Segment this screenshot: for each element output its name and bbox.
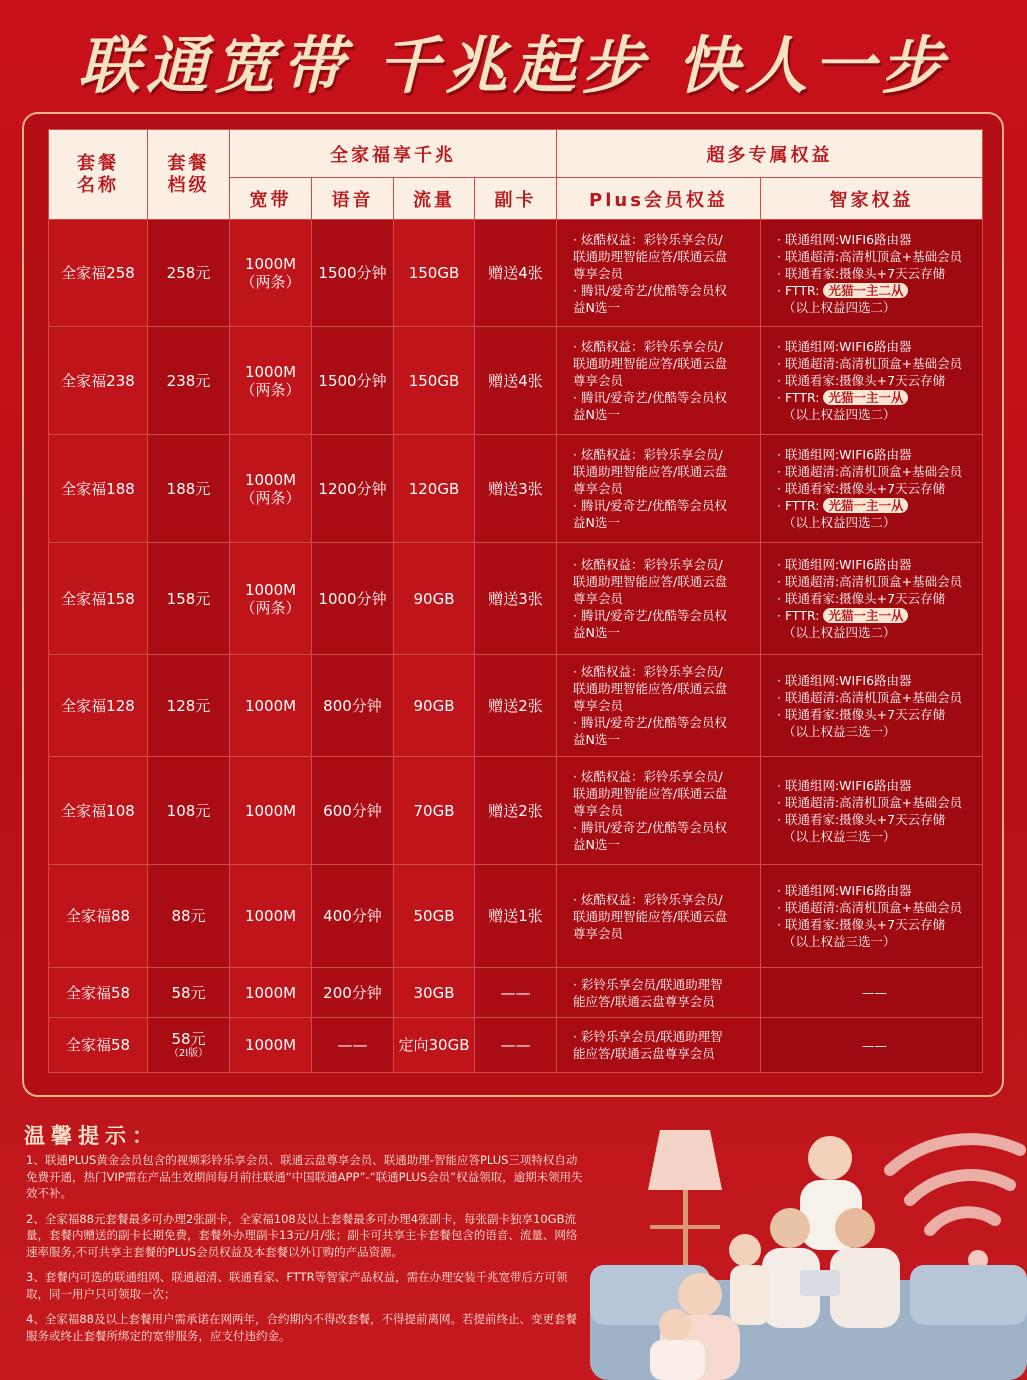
benefit-line: 联通助理智能应答/联通云盘 xyxy=(573,908,728,924)
benefit-line: 尊享会员 xyxy=(573,803,624,818)
voice-cell-value: 1500分钟 xyxy=(318,264,387,282)
fttr-highlight: 光猫一主一从 xyxy=(823,390,908,405)
plan-name-cell xyxy=(49,435,148,543)
plan-name-cell xyxy=(49,543,148,655)
data-cell xyxy=(394,865,475,968)
benefit-line: （以上权益三选一） xyxy=(783,723,896,739)
broadband-cell xyxy=(230,220,312,327)
page-title-text: 联通宽带 千兆起步 快人一步 xyxy=(77,28,950,102)
tip-item: 3、套餐内可选的联通组网、联通超清、联通看家、FTTR等智家产品权益，需在办理安装千兆宽带后方可领取，同一用户只可领取一次； xyxy=(26,1270,568,1301)
benefit-line: · 联通看家:摄像头+7天云存储 xyxy=(777,591,946,606)
benefit-line: · 联通超清:高清机顶盒+基础会员 xyxy=(777,464,963,479)
data-cell-value: 定向30GB xyxy=(398,1036,470,1054)
benefit-line: 尊享会员 xyxy=(573,698,624,713)
benefit-line: （以上权益四选二） xyxy=(783,515,896,530)
broadband-cell xyxy=(230,327,312,435)
benefit-line: · 联通看家:摄像头+7天云存储 xyxy=(777,917,946,932)
plan-name-cell-value: 全家福258 xyxy=(61,264,135,282)
tip-item: 2、全家福88元套餐最多可办理2张副卡，全家福108及以上套餐最多可办理4张副卡，每张副卡独享10GB流量，套餐内赠送的副卡长期免费，套餐外办理副卡13元/月/张；副卡可共享主卡套餐包含的语音、流量、网络速率服务,不可共享主套餐的PLUS会员权益及本套餐以外订购的产品资源。 xyxy=(26,1211,578,1259)
benefit-line: · 腾讯/爱奇艺/优酷等会员权 xyxy=(573,282,727,298)
benefit-line: · 联通组网:WIFI6路由器 xyxy=(777,672,912,688)
sub-card-cell-value: 赠送3张 xyxy=(488,479,543,498)
plan-name-cell xyxy=(49,968,148,1018)
plus-benefits-cell xyxy=(557,220,761,327)
broadband-cell xyxy=(230,865,312,968)
benefit-line: 益N选一 xyxy=(573,625,620,640)
plan-name-cell xyxy=(49,327,148,435)
sub-card-cell-value: 赠送2张 xyxy=(488,801,543,820)
plan-tier-cell xyxy=(148,757,230,865)
benefit-line: （以上权益四选二） xyxy=(783,407,896,422)
benefit-line: · 腾讯/爱奇艺/优酷等会员权 xyxy=(573,498,727,513)
benefit-line: · 联通看家:摄像头+7天云存储 xyxy=(777,811,946,827)
plan-tier-cell-value: 128元 xyxy=(166,696,211,715)
benefit-line: · 联通看家:摄像头+7天云存储 xyxy=(777,706,946,722)
plan-tier-cell xyxy=(148,865,230,968)
benefit-line: · FTTR: 光猫一主一从 xyxy=(777,497,972,514)
header-plan-name xyxy=(49,130,148,220)
plus-benefits-cell xyxy=(557,327,761,435)
benefit-line: —— xyxy=(862,985,887,1000)
plan-name-cell xyxy=(49,1018,148,1073)
fttr-highlight: 光猫一主一从 xyxy=(823,498,908,513)
table-row xyxy=(49,435,983,543)
sub-card-cell xyxy=(475,220,557,327)
benefit-line: · 炫酷权益：彩铃乐享会员/ xyxy=(573,231,723,247)
broadband-cell-value: 1000M xyxy=(244,255,297,273)
plan-name-cell-value: 全家福58 xyxy=(65,983,131,1002)
data-cell-value: 90GB xyxy=(413,589,455,608)
broadband-cell-note: （两条） xyxy=(240,598,301,617)
benefit-line: · 联通超清:高清机顶盒+基础会员 xyxy=(777,356,963,371)
benefit-line: · 炫酷权益：彩铃乐享会员/ xyxy=(573,447,723,462)
voice-cell xyxy=(312,757,394,865)
voice-cell-value: 800分钟 xyxy=(323,696,382,715)
tip-item: 1、联通PLUS黄金会员包含的视频彩铃乐享会员、联通云盘尊享会员、联通助理-智能应答PLUS三项特权自动免费开通，热门VIP需在产品生效期间每月前往联通“中国联通APP”-“联通PLUS会员”权益领取，逾期未领用失效不补。 xyxy=(26,1153,583,1200)
plan-name-cell xyxy=(49,655,148,757)
plan-name-cell-value: 全家福108 xyxy=(61,801,135,820)
smart-benefits-cell xyxy=(761,1018,983,1073)
plan-tier-cell-note: （2I版） xyxy=(168,1048,209,1059)
benefit-line: （以上权益三选一） xyxy=(783,934,896,949)
plan-tier-cell xyxy=(148,655,230,757)
plan-name-cell-value: 全家福58 xyxy=(65,1036,131,1054)
sub-card-cell-value: —— xyxy=(500,983,531,1002)
voice-cell-value: 1000分钟 xyxy=(318,589,387,608)
benefit-line: 能应答/联通云盘尊享会员 xyxy=(573,993,715,1009)
data-cell xyxy=(394,655,475,757)
data-cell-value: 30GB xyxy=(413,983,455,1002)
benefit-line: · 联通超清:高清机顶盒+基础会员 xyxy=(777,574,963,589)
plus-benefits-cell xyxy=(557,968,761,1018)
voice-cell-value: 600分钟 xyxy=(323,801,382,820)
plan-tier-cell-value: 88元 xyxy=(171,907,206,925)
benefit-line: · 腾讯/爱奇艺/优酷等会员权 xyxy=(573,715,727,730)
header-voice: 语音 xyxy=(312,178,394,220)
plan-tier-cell xyxy=(148,968,230,1018)
benefit-line: 尊享会员 xyxy=(573,591,624,606)
benefit-line: 益N选一 xyxy=(573,515,620,530)
sub-card-cell-value: 赠送4张 xyxy=(488,371,543,390)
plan-name-cell-value: 全家福158 xyxy=(61,589,135,608)
benefit-line: 益N选一 xyxy=(573,837,620,852)
smart-benefits-cell xyxy=(761,435,983,543)
voice-cell xyxy=(312,435,394,543)
benefit-line: 联通助理智能应答/联通云盘 xyxy=(573,248,728,264)
benefit-line: 联通助理智能应答/联通云盘 xyxy=(573,574,728,589)
sub-card-cell xyxy=(475,1018,557,1073)
benefit-line: （以上权益四选二） xyxy=(783,625,896,640)
broadband-cell-note: （两条） xyxy=(240,488,301,507)
family-illustration xyxy=(590,1110,1027,1380)
tip-item: 4、全家福88及以上套餐用户需承诺在网两年，合约期内不得改套餐，不得提前离网。若提前终止、变更套餐服务或终止套餐所绑定的宽带服务，应支付违约金。 xyxy=(26,1312,577,1343)
plan-name-cell xyxy=(49,757,148,865)
broadband-cell xyxy=(230,543,312,655)
data-cell-value: 70GB xyxy=(413,801,455,820)
header-group-family: 全家福享千兆 xyxy=(230,130,557,178)
table-row xyxy=(49,543,983,655)
sub-card-cell-value: 赠送3张 xyxy=(488,589,543,608)
voice-cell-value: 400分钟 xyxy=(323,907,382,925)
sub-card-cell xyxy=(475,757,557,865)
benefit-line: 联通助理智能应答/联通云盘 xyxy=(573,464,728,479)
benefit-line: · 联通超清:高清机顶盒+基础会员 xyxy=(777,794,963,810)
table-row xyxy=(49,968,983,1018)
benefit-line: · 炫酷权益：彩铃乐享会员/ xyxy=(573,557,723,572)
header-sub-card: 副卡 xyxy=(475,178,557,220)
benefit-line: · 彩铃乐享会员/联通助理智 xyxy=(573,976,723,992)
broadband-cell xyxy=(230,757,312,865)
benefit-line: · FTTR: 光猫一主一从 xyxy=(777,389,972,406)
sub-card-cell xyxy=(475,968,557,1018)
data-cell-value: 120GB xyxy=(408,479,460,498)
voice-cell xyxy=(312,543,394,655)
voice-cell-value: 200分钟 xyxy=(323,983,382,1002)
benefit-line: · 联通组网:WIFI6路由器 xyxy=(777,447,912,462)
sub-card-cell xyxy=(475,543,557,655)
benefit-line: 能应答/联通云盘尊享会员 xyxy=(573,1046,715,1061)
voice-cell-value: 1200分钟 xyxy=(318,479,387,498)
plans-table xyxy=(48,129,983,1073)
wifi-icon xyxy=(890,1139,1020,1230)
plan-name-cell-value: 全家福128 xyxy=(61,696,135,715)
plan-name-cell xyxy=(49,220,148,327)
table-row xyxy=(49,865,983,968)
plan-tier-cell-value: 58元 xyxy=(171,983,206,1002)
benefit-line: · 联通看家:摄像头+7天云存储 xyxy=(777,373,946,388)
header-data: 流量 xyxy=(394,178,475,220)
benefit-line: 益N选一 xyxy=(573,732,620,747)
voice-cell xyxy=(312,1018,394,1073)
smart-benefits-cell xyxy=(761,757,983,865)
broadband-cell-value: 1000M xyxy=(244,1036,297,1054)
data-cell-value: 150GB xyxy=(408,264,460,282)
broadband-cell-note: （两条） xyxy=(240,380,301,399)
benefit-line: 联通助理智能应答/联通云盘 xyxy=(573,356,728,371)
broadband-cell-note: （两条） xyxy=(240,273,301,291)
page-title xyxy=(0,20,1027,100)
benefit-line: 益N选一 xyxy=(573,407,620,422)
broadband-cell-value: 1000M xyxy=(244,983,297,1002)
data-cell-value: 90GB xyxy=(413,696,455,715)
plan-tier-cell-value: 108元 xyxy=(166,801,211,820)
plus-benefits-cell xyxy=(557,435,761,543)
table-row xyxy=(49,1018,983,1073)
table-row xyxy=(49,220,983,327)
smart-benefits-cell xyxy=(761,865,983,968)
benefit-line: （以上权益三选一） xyxy=(783,828,896,844)
benefit-line: · 炫酷权益：彩铃乐享会员/ xyxy=(573,891,723,907)
table-row xyxy=(49,327,983,435)
tips-list xyxy=(26,1152,586,1353)
sub-card-cell-value: 赠送2张 xyxy=(488,696,543,715)
plan-tier-cell-value: 158元 xyxy=(166,589,211,608)
voice-cell-value: 1500分钟 xyxy=(318,371,387,390)
benefit-line: 联通助理智能应答/联通云盘 xyxy=(573,786,728,801)
data-cell xyxy=(394,757,475,865)
benefit-line: · 腾讯/爱奇艺/优酷等会员权 xyxy=(573,608,727,623)
tips-title: 温馨提示： xyxy=(24,1124,159,1148)
sub-card-cell xyxy=(475,327,557,435)
voice-cell xyxy=(312,327,394,435)
family-illustration-svg xyxy=(590,1110,1027,1380)
broadband-cell-value: 1000M xyxy=(244,470,297,489)
plan-tier-cell xyxy=(148,327,230,435)
benefit-line: · 联通看家:摄像头+7天云存储 xyxy=(777,265,946,281)
benefit-line: · FTTR: 光猫一主一从 xyxy=(777,607,972,624)
smart-benefits-cell xyxy=(761,220,983,327)
voice-cell-value: —— xyxy=(337,1036,368,1054)
plan-name-cell-value: 全家福88 xyxy=(65,907,131,925)
plan-name-cell-value: 全家福188 xyxy=(61,479,135,498)
data-cell-value: 150GB xyxy=(408,371,460,390)
benefit-line: · 炫酷权益：彩铃乐享会员/ xyxy=(573,769,723,784)
plan-name-cell xyxy=(49,865,148,968)
header-plan-name-label: 套餐 名称 xyxy=(77,152,119,196)
sub-card-cell xyxy=(475,865,557,968)
plus-benefits-cell xyxy=(557,865,761,968)
sub-card-cell xyxy=(475,435,557,543)
header-smart: 智家权益 xyxy=(761,178,983,220)
broadband-cell xyxy=(230,655,312,757)
data-cell-value: 50GB xyxy=(413,907,455,925)
benefit-line: · 联通超清:高清机顶盒+基础会员 xyxy=(777,900,963,915)
benefit-line: 尊享会员 xyxy=(573,265,624,281)
data-cell xyxy=(394,220,475,327)
benefit-line: · 炫酷权益：彩铃乐享会员/ xyxy=(573,339,723,354)
plus-benefits-cell xyxy=(557,543,761,655)
plan-tier-cell xyxy=(148,1018,230,1073)
benefit-line: 尊享会员 xyxy=(573,925,624,941)
benefit-line: · 联通组网:WIFI6路由器 xyxy=(777,557,912,572)
benefit-line: · 彩铃乐享会员/联通助理智 xyxy=(573,1029,723,1044)
benefit-line: （以上权益四选二） xyxy=(783,299,896,315)
header-plan-tier xyxy=(148,130,230,220)
sub-card-cell-value: 赠送4张 xyxy=(488,264,543,282)
plans-body xyxy=(49,220,983,1073)
header-plus: Plus会员权益 xyxy=(557,178,761,220)
benefit-line: · 腾讯/爱奇艺/优酷等会员权 xyxy=(573,390,727,405)
broadband-cell-value: 1000M xyxy=(244,801,297,820)
voice-cell xyxy=(312,655,394,757)
benefit-line: · 联通组网:WIFI6路由器 xyxy=(777,339,912,354)
voice-cell xyxy=(312,968,394,1018)
benefit-line: · 联通组网:WIFI6路由器 xyxy=(777,231,912,247)
benefit-line: 益N选一 xyxy=(573,299,620,315)
broadband-cell xyxy=(230,1018,312,1073)
header-group-benefits: 超多专属权益 xyxy=(557,130,983,178)
fttr-highlight: 光猫一主二从 xyxy=(823,283,908,298)
smart-benefits-cell xyxy=(761,968,983,1018)
sub-card-cell xyxy=(475,655,557,757)
plus-benefits-cell xyxy=(557,1018,761,1073)
benefit-line: 尊享会员 xyxy=(573,373,624,388)
voice-cell xyxy=(312,220,394,327)
plan-name-cell-value: 全家福238 xyxy=(61,371,135,390)
smart-benefits-cell xyxy=(761,655,983,757)
benefit-line: 联通助理智能应答/联通云盘 xyxy=(573,681,728,696)
plus-benefits-cell xyxy=(557,757,761,865)
benefit-line: · 腾讯/爱奇艺/优酷等会员权 xyxy=(573,820,727,835)
table-row xyxy=(49,757,983,865)
benefit-line: · 联通组网:WIFI6路由器 xyxy=(777,777,912,793)
voice-cell xyxy=(312,865,394,968)
broadband-cell-value: 1000M xyxy=(244,696,297,715)
plan-tier-cell xyxy=(148,435,230,543)
data-cell xyxy=(394,327,475,435)
benefit-line: —— xyxy=(862,1037,887,1053)
broadband-cell xyxy=(230,435,312,543)
plan-tier-cell-value: 258元 xyxy=(166,264,211,282)
plan-tier-cell xyxy=(148,543,230,655)
broadband-cell-value: 1000M xyxy=(244,362,297,381)
header-plan-tier-label: 套餐 档级 xyxy=(167,152,210,196)
data-cell xyxy=(394,968,475,1018)
smart-benefits-cell xyxy=(761,327,983,435)
data-cell xyxy=(394,435,475,543)
sub-card-cell-value: 赠送1张 xyxy=(488,907,543,925)
data-cell xyxy=(394,1018,475,1073)
plan-tier-cell-value: 58元 xyxy=(171,1030,206,1048)
broadband-cell-value: 1000M xyxy=(244,580,297,599)
table-row xyxy=(49,655,983,757)
benefit-line: · FTTR: 光猫一主二从 xyxy=(777,282,972,299)
benefit-line: · 联通组网:WIFI6路由器 xyxy=(777,883,912,898)
data-cell xyxy=(394,543,475,655)
header-broadband: 宽带 xyxy=(230,178,312,220)
plan-tier-cell xyxy=(148,220,230,327)
plan-tier-cell-value: 188元 xyxy=(166,479,211,498)
benefit-line: · 联通超清:高清机顶盒+基础会员 xyxy=(777,248,963,264)
benefit-line: · 联通超清:高清机顶盒+基础会员 xyxy=(777,689,963,705)
benefit-line: · 炫酷权益：彩铃乐享会员/ xyxy=(573,664,723,679)
fttr-highlight: 光猫一主一从 xyxy=(823,608,908,623)
broadband-cell xyxy=(230,968,312,1018)
sub-card-cell-value: —— xyxy=(500,1036,531,1054)
broadband-cell-value: 1000M xyxy=(244,907,297,925)
plus-benefits-cell xyxy=(557,655,761,757)
plan-tier-cell-value: 238元 xyxy=(166,371,211,390)
benefit-line: 尊享会员 xyxy=(573,481,624,496)
benefit-line: · 联通看家:摄像头+7天云存储 xyxy=(777,481,946,496)
smart-benefits-cell xyxy=(761,543,983,655)
